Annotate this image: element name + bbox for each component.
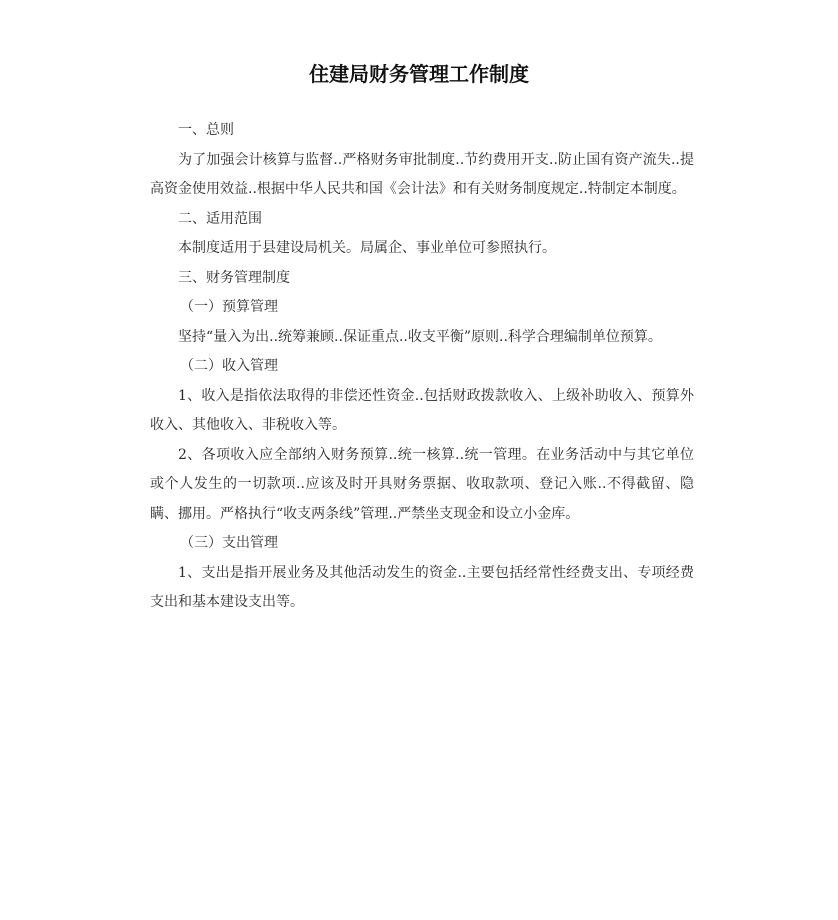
section-heading-scope: 二、适用范围 [178, 210, 262, 227]
section-heading-general: 一、总则 [178, 122, 234, 138]
section-heading-finance-system: 三、财务管理制度 [178, 269, 290, 286]
paragraph-income-1: 1、收入是指依法取得的非偿还性资金..包括财政拨款收入、上级补助收入、预算外收入、其他收入、非税收入等。 [150, 387, 694, 433]
paragraph-budget: 坚持“量入为出..统筹兼顾..保证重点..收支平衡”原则..科学合理编制单位预算。 [178, 328, 662, 345]
paragraph-general: 为了加强会计核算与监督..严格财务审批制度..节约费用开支..防止国有资产流失..提高资金使用效益..根据中华人民共和国《会计法》和有关财务制度规定..特制定本制度。 [150, 151, 694, 197]
paragraph-income-2: 2、各项收入应全部纳入财务预算..统一核算..统一管理。在业务活动中与其它单位或个人发生的一切款项..应该及时开具财务票据、收取款项、登记入账..不得截留、隐瞒、挪用。严格执行“收支两条线”管理..严禁坐支现金和设立小金库。 [150, 446, 694, 522]
document-title: 住建局财务管理工作制度 [309, 62, 529, 86]
paragraph-scope: 本制度适用于县建设局机关。局属企、事业单位可参照执行。 [178, 240, 556, 256]
subsection-heading-expenditure: （三）支出管理 [180, 535, 278, 551]
paragraph-expenditure-1: 1、支出是指开展业务及其他活动发生的资金..主要包括经常性经费支出、专项经费支出和基本建设支出等。 [150, 564, 694, 610]
subsection-heading-budget: （一）预算管理 [180, 299, 278, 315]
subsection-heading-income: （二）收入管理 [180, 358, 278, 374]
document-body [150, 116, 694, 618]
